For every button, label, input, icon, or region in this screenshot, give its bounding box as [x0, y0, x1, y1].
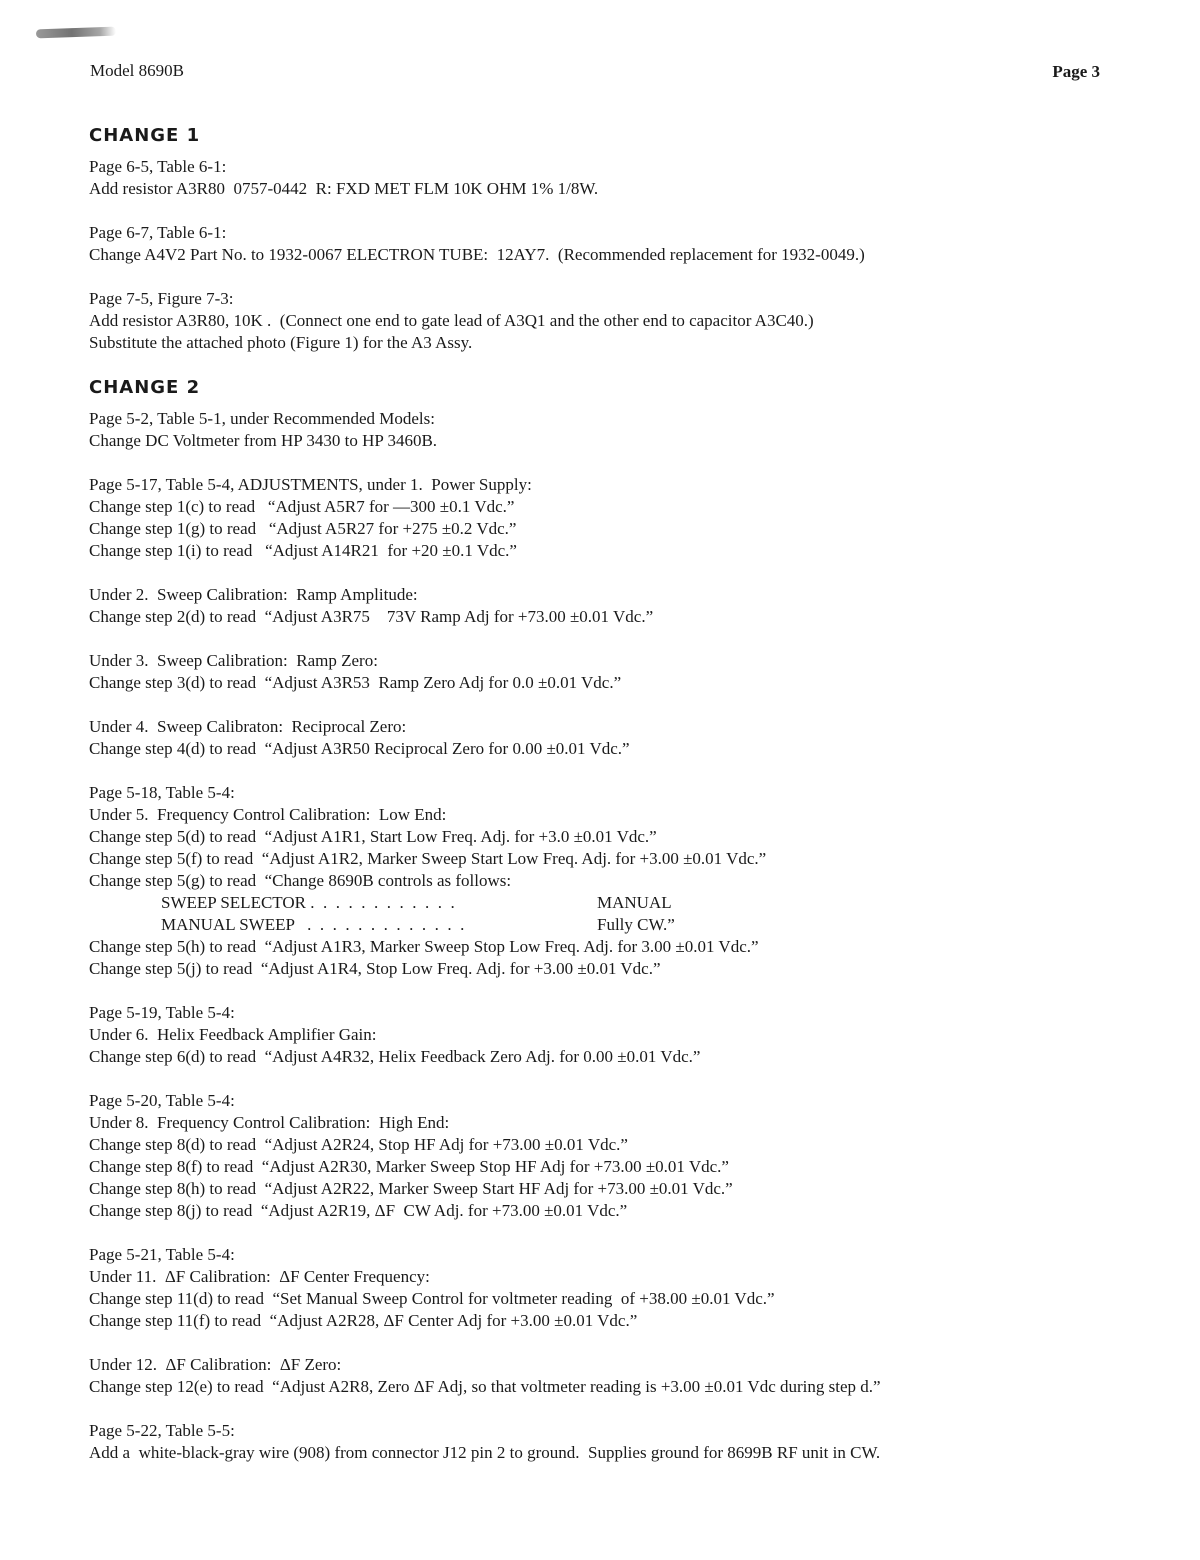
text-line: Substitute the attached photo (Figure 1) for the A3 Assy.: [89, 333, 473, 352]
change-entry-page-5-18: [89, 782, 1169, 980]
change-entry: [89, 1002, 1169, 1068]
text-line: Change step 8(j) to read “Adjust A2R19, ΔF CW Adj. for +73.00 ±0.01 Vdc.”: [89, 1201, 628, 1220]
change-entry: [89, 1244, 1169, 1332]
text-line: Change step 12(e) to read “Adjust A2R8, Zero ΔF Adj, so that voltmeter reading is +3.00 ±0.01 Vdc during step d.”: [89, 1377, 881, 1396]
change-entry: [89, 474, 1169, 562]
text-line: Change step 5(g) to read “Change 8690B controls as follows:: [89, 871, 512, 890]
text-line: Under 3. Sweep Calibration: Ramp Zero:: [89, 651, 378, 670]
change-2-section: [89, 408, 1169, 1464]
text-line: Page 5-18, Table 5-4:: [89, 783, 235, 802]
control-settings-list: [161, 892, 1169, 936]
text-line: Page 7-5, Figure 7-3:: [89, 289, 234, 308]
text-line: Change DC Voltmeter from HP 3430 to HP 3460B.: [89, 431, 438, 450]
change-1-heading: CHANGE 1: [89, 125, 201, 146]
change-entry: [89, 288, 1169, 354]
change-entry: [89, 1090, 1169, 1222]
text-line: Page 5-20, Table 5-4:: [89, 1091, 235, 1110]
text-line: Add resistor A3R80 0757-0442 R: FXD MET FLM 10K OHM 1% 1/8W.: [89, 179, 599, 198]
change-entry: [89, 408, 1169, 452]
text-line: Page 5-19, Table 5-4:: [89, 1003, 235, 1022]
text-line: Change step 5(f) to read “Adjust A1R2, Marker Sweep Start Low Freq. Adj. for +3.00 ±0.01 Vdc.”: [89, 849, 767, 868]
text-line: Change step 4(d) to read “Adjust A3R50 Reciprocal Zero for 0.00 ±0.01 Vdc.”: [89, 739, 630, 758]
change-entry: [89, 156, 1169, 200]
model-header: Model 8690B: [90, 61, 184, 80]
change-entry: [89, 716, 1169, 760]
text-line: Under 6. Helix Feedback Amplifier Gain:: [89, 1025, 377, 1044]
text-line: Change step 1(g) to read “Adjust A5R27 for +275 ±0.2 Vdc.”: [89, 519, 517, 538]
text-line: Page 5-22, Table 5-5:: [89, 1421, 235, 1440]
control-setting-label: SWEEP SELECTOR . . . . . . . . . . . .: [161, 893, 455, 912]
text-line: Change step 8(h) to read “Adjust A2R22, Marker Sweep Start HF Adj for +73.00 ±0.01 Vdc.”: [89, 1179, 733, 1198]
text-line: Change step 6(d) to read “Adjust A4R32, Helix Feedback Zero Adj. for 0.00 ±0.01 Vdc.”: [89, 1047, 701, 1066]
text-line: Under 4. Sweep Calibraton: Reciprocal Zero:: [89, 717, 407, 736]
text-line: Page 6-7, Table 6-1:: [89, 223, 227, 242]
text-line: Under 12. ΔF Calibration: ΔF Zero:: [89, 1355, 342, 1374]
text-line: Change step 3(d) to read “Adjust A3R53 Ramp Zero Adj for 0.0 ±0.01 Vdc.”: [89, 673, 622, 692]
text-line: Change step 1(c) to read “Adjust A5R7 for —300 ±0.1 Vdc.”: [89, 497, 515, 516]
text-line: Add a white-black-gray wire (908) from connector J12 pin 2 to ground. Supplies ground for 8699B RF unit in CW.: [89, 1443, 881, 1462]
control-setting-value: Fully CW.”: [597, 915, 675, 934]
text-line: Page 5-21, Table 5-4:: [89, 1245, 235, 1264]
text-line: Change step 11(f) to read “Adjust A2R28, ΔF Center Adj for +3.00 ±0.01 Vdc.”: [89, 1311, 638, 1330]
text-line: Change step 5(d) to read “Adjust A1R1, Start Low Freq. Adj. for +3.0 ±0.01 Vdc.”: [89, 827, 657, 846]
text-line: Change A4V2 Part No. to 1932-0067 ELECTRON TUBE: 12AY7. (Recommended replacement for 1932-0049.): [89, 245, 865, 264]
change-1-section: [89, 156, 1169, 354]
change-entry: [89, 1420, 1169, 1464]
text-line: Under 5. Frequency Control Calibration: Low End:: [89, 805, 447, 824]
scan-smudge: [36, 27, 116, 39]
text-line: Under 2. Sweep Calibration: Ramp Amplitude:: [89, 585, 418, 604]
text-line: Under 8. Frequency Control Calibration: High End:: [89, 1113, 450, 1132]
control-setting-value: MANUAL: [597, 893, 672, 912]
control-setting-row: [161, 892, 1169, 914]
control-setting-row: [161, 914, 1169, 936]
text-line: Under 11. ΔF Calibration: ΔF Center Frequency:: [89, 1267, 430, 1286]
text-line: Change step 8(f) to read “Adjust A2R30, Marker Sweep Stop HF Adj for +73.00 ±0.01 Vdc.”: [89, 1157, 729, 1176]
text-line: Change step 5(j) to read “Adjust A1R4, Stop Low Freq. Adj. for +3.00 ±0.01 Vdc.”: [89, 959, 661, 978]
change-entry: [89, 584, 1169, 628]
text-line: Change step 8(d) to read “Adjust A2R24, Stop HF Adj for +73.00 ±0.01 Vdc.”: [89, 1135, 628, 1154]
change-entry: [89, 1354, 1169, 1398]
text-line: Change step 11(d) to read “Set Manual Sweep Control for voltmeter reading of +38.00 ±0.01 Vdc.”: [89, 1289, 775, 1308]
change-entry: [89, 222, 1169, 266]
text-line: Page 5-17, Table 5-4, ADJUSTMENTS, under 1. Power Supply:: [89, 475, 532, 494]
text-line: Change step 5(h) to read “Adjust A1R3, Marker Sweep Stop Low Freq. Adj. for 3.00 ±0.01 Vdc.”: [89, 937, 759, 956]
text-line: Page 6-5, Table 6-1:: [89, 157, 227, 176]
text-line: Page 5-2, Table 5-1, under Recommended Models:: [89, 409, 435, 428]
text-line: Add resistor A3R80, 10K . (Connect one end to gate lead of A3Q1 and the other end to capacitor A3C40.): [89, 311, 814, 330]
text-line: Change step 2(d) to read “Adjust A3R75 73V Ramp Adj for +73.00 ±0.01 Vdc.”: [89, 607, 654, 626]
document-body: [89, 124, 1169, 1486]
change-2-heading: CHANGE 2: [89, 377, 201, 398]
control-setting-label: MANUAL SWEEP . . . . . . . . . . . . .: [161, 915, 465, 934]
change-entry: [89, 650, 1169, 694]
page-number: Page 3: [1052, 62, 1100, 81]
text-line: Change step 1(i) to read “Adjust A14R21 for +20 ±0.1 Vdc.”: [89, 541, 517, 560]
